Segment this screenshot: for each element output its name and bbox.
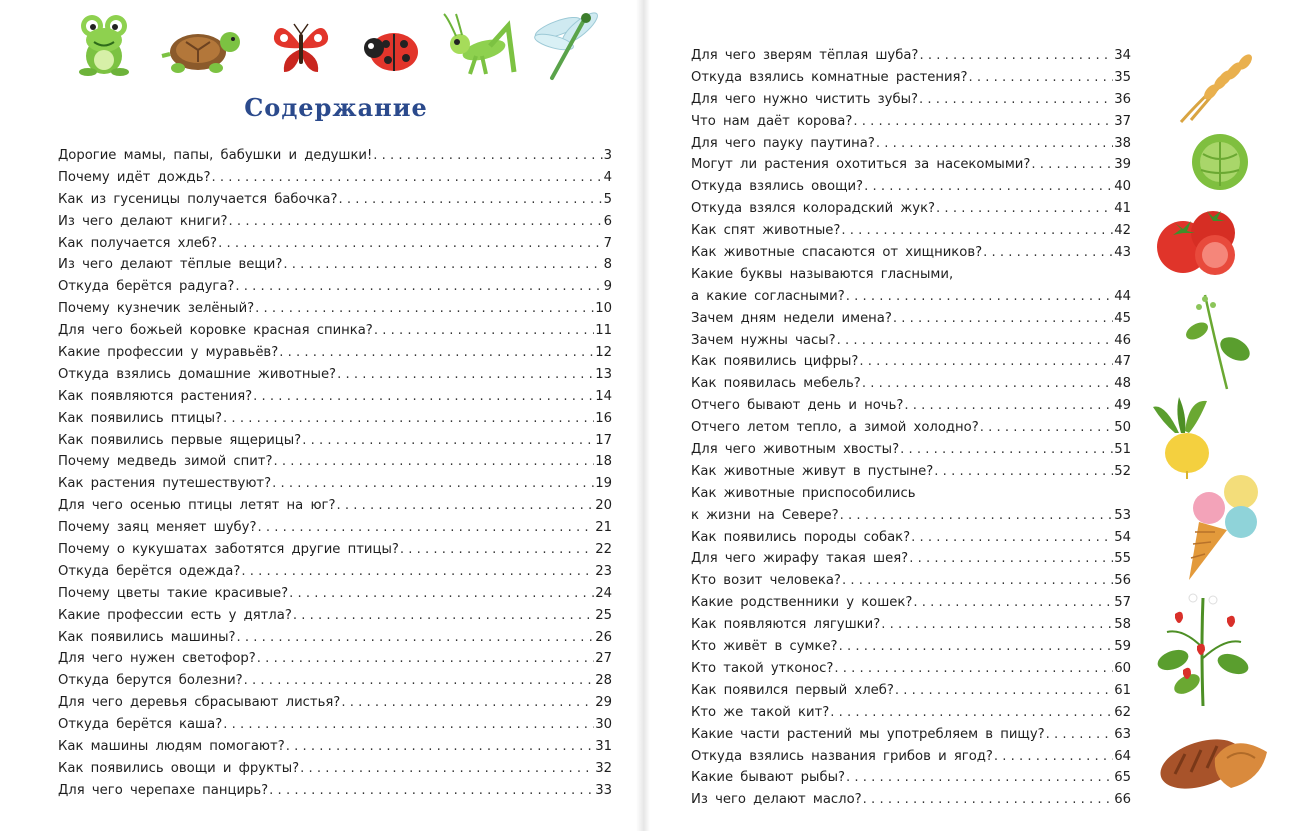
toc-dot-leader xyxy=(904,395,1113,417)
toc-entry-title: Какие профессии есть у дятла? xyxy=(58,607,292,623)
toc-entry-page-number: 14 xyxy=(595,388,612,404)
toc-dot-leader xyxy=(229,211,603,233)
toc-entry-page-number: 35 xyxy=(1114,69,1131,85)
toc-entry-page-number: 62 xyxy=(1114,704,1131,720)
toc-entry-page-number: 32 xyxy=(595,760,612,776)
toc-right-column xyxy=(691,45,1131,811)
toc-entry-title: Из чего делают тёплые вещи? xyxy=(58,257,283,273)
toc-dot-leader xyxy=(859,351,1113,373)
toc-dot-leader xyxy=(909,548,1113,570)
toc-entry xyxy=(58,211,612,233)
toc-entry-page-number: 31 xyxy=(595,739,612,755)
toc-entry-page-number: 11 xyxy=(595,323,612,339)
toc-entry-title: Откуда взялся колорадский жук? xyxy=(691,201,936,217)
toc-entry-title: Откуда берётся каша? xyxy=(58,717,223,733)
toc-entry-page-number: 37 xyxy=(1114,113,1131,129)
grasshopper-icon xyxy=(442,12,518,80)
toc-entry-title: Что нам даёт корова? xyxy=(691,113,853,129)
toc-dot-leader xyxy=(893,308,1113,330)
toc-entry-title: Для чего осенью птицы летят на юг? xyxy=(58,498,336,514)
toc-entry-page-number: 40 xyxy=(1114,179,1131,195)
frog-icon xyxy=(78,12,130,78)
toc-entry-title: Для чего жирафу такая шея? xyxy=(691,551,909,567)
toc-dot-leader xyxy=(279,342,594,364)
toc-entry xyxy=(691,133,1131,155)
toc-entry xyxy=(58,233,612,255)
bread-icon xyxy=(1155,718,1273,798)
toc-entry-page-number: 33 xyxy=(595,782,612,798)
toc-entry-page-number: 7 xyxy=(603,235,612,251)
toc-entry xyxy=(691,286,1131,308)
toc-entry-title: Почему о кукушатах заботятся другие птицы? xyxy=(58,542,399,558)
toc-entry-page-number: 23 xyxy=(595,563,612,579)
toc-dot-leader xyxy=(980,417,1114,439)
toc-entry-page-number: 47 xyxy=(1114,354,1131,370)
toc-entry-title: Как спят животные? xyxy=(691,223,841,239)
toc-entry xyxy=(58,254,612,276)
toc-entry xyxy=(58,714,612,736)
toc-entry xyxy=(691,264,1131,286)
toc-dot-leader xyxy=(911,527,1113,549)
toc-dot-leader xyxy=(934,461,1113,483)
toc-entry-page-number: 58 xyxy=(1114,617,1131,633)
toc-entry-title: Почему кузнечик зелёный? xyxy=(58,301,255,317)
toc-entry-page-number: 3 xyxy=(603,148,612,163)
toc-entry-title: Как появилась мебель? xyxy=(691,376,861,392)
toc-entry-title: Как появился первый хлеб? xyxy=(691,682,894,698)
toc-entry xyxy=(691,636,1131,658)
toc-entry-title: Какие части растений мы употребляем в пищу? xyxy=(691,726,1045,742)
toc-dot-leader xyxy=(837,330,1114,352)
toc-entry-title: Как появились машины? xyxy=(58,629,236,645)
toc-entry xyxy=(58,517,612,539)
toc-entry-title: Для чего нужен светофор? xyxy=(58,651,256,667)
toc-entry-page-number: 60 xyxy=(1114,660,1131,676)
toc-entry xyxy=(58,758,612,780)
toc-entry-title: Откуда берётся одежда? xyxy=(58,563,241,579)
toc-entry-page-number: 34 xyxy=(1114,48,1131,63)
toc-entry-page-number: 18 xyxy=(595,454,612,470)
toc-entry xyxy=(691,220,1131,242)
toc-entry-page-number: 51 xyxy=(1114,442,1131,458)
toc-dot-leader xyxy=(235,276,602,298)
toc-entry-page-number: 12 xyxy=(595,345,612,361)
toc-entry xyxy=(58,539,612,561)
toc-entry-title: Могут ли растения охотиться за насекомыми? xyxy=(691,157,1031,173)
toc-entry-page-number: 27 xyxy=(595,651,612,667)
page-title: Содержание xyxy=(244,93,428,122)
toc-dot-leader xyxy=(913,592,1113,614)
toc-entry-title: Зачем дням недели имена? xyxy=(691,310,892,326)
turnip-icon xyxy=(1145,393,1225,479)
toc-entry-title: Как животные приспособились xyxy=(691,485,916,501)
toc-dot-leader xyxy=(863,789,1114,811)
toc-entry xyxy=(691,505,1131,527)
toc-entry xyxy=(691,439,1131,461)
toc-entry-page-number: 44 xyxy=(1114,288,1131,304)
toc-dot-leader xyxy=(241,561,594,583)
toc-entry-title: Отчего бывают день и ночь? xyxy=(691,398,904,414)
toc-entry-page-number: 29 xyxy=(595,695,612,711)
strawberry-plant-icon xyxy=(1153,588,1253,708)
toc-entry xyxy=(691,483,1131,505)
toc-entry xyxy=(58,386,612,408)
toc-entry xyxy=(58,145,612,167)
toc-entry-title: Как появились породы собак? xyxy=(691,529,911,545)
toc-dot-leader xyxy=(846,767,1113,789)
toc-entry-title: Кто же такой кит? xyxy=(691,704,830,720)
toc-entry-page-number: 52 xyxy=(1114,463,1131,479)
toc-entry xyxy=(691,395,1131,417)
toc-entry-page-number: 39 xyxy=(1114,157,1131,173)
toc-entry xyxy=(691,198,1131,220)
toc-entry-page-number: 20 xyxy=(595,498,612,514)
toc-dot-leader xyxy=(302,430,594,452)
toc-entry-title: к жизни на Севере? xyxy=(691,507,839,523)
toc-dot-leader xyxy=(830,702,1113,724)
toc-dot-leader xyxy=(900,439,1113,461)
toc-entry-page-number: 36 xyxy=(1114,91,1131,107)
ice-cream-icon xyxy=(1185,472,1269,584)
toc-entry-title: Почему заяц меняет шубу? xyxy=(58,520,257,536)
toc-dot-leader xyxy=(876,133,1113,155)
toc-dot-leader xyxy=(211,167,602,189)
turtle-icon xyxy=(158,20,242,76)
top-icon-strip xyxy=(70,8,610,88)
toc-entry xyxy=(58,627,612,649)
toc-dot-leader xyxy=(841,220,1113,242)
toc-entry-page-number: 41 xyxy=(1114,201,1131,217)
toc-entry-page-number: 17 xyxy=(595,432,612,448)
toc-entry xyxy=(58,561,612,583)
toc-dot-leader xyxy=(400,539,594,561)
toc-entry xyxy=(58,473,612,495)
toc-entry-title: Как появились цифры? xyxy=(691,354,859,370)
toc-entry-page-number: 55 xyxy=(1114,551,1131,567)
herb-icon xyxy=(1175,291,1255,391)
toc-entry xyxy=(58,276,612,298)
toc-entry xyxy=(691,767,1131,789)
toc-dot-leader xyxy=(244,670,595,692)
toc-entry xyxy=(691,548,1131,570)
toc-dot-leader xyxy=(272,473,594,495)
toc-dot-leader xyxy=(338,189,602,211)
toc-entry-title: Для чего деревья сбрасывают листья? xyxy=(58,695,341,711)
toc-dot-leader xyxy=(840,505,1114,527)
toc-entry-page-number: 43 xyxy=(1114,245,1131,261)
toc-entry-page-number: 48 xyxy=(1114,376,1131,392)
toc-dot-leader xyxy=(257,517,594,539)
toc-entry xyxy=(58,605,612,627)
toc-entry-page-number: 19 xyxy=(595,476,612,492)
toc-entry-page-number: 24 xyxy=(595,585,612,601)
toc-dot-leader xyxy=(341,692,594,714)
toc-dot-leader xyxy=(983,242,1113,264)
toc-dot-leader xyxy=(994,746,1113,768)
toc-entry-title: Как получается хлеб? xyxy=(58,235,218,251)
toc-entry-title: Почему цветы такие красивые? xyxy=(58,585,289,601)
toc-entry-title: Почему медведь зимой спит? xyxy=(58,454,273,470)
toc-entry-title: Отчего летом тепло, а зимой холодно? xyxy=(691,420,979,436)
tomato-icon xyxy=(1153,203,1243,279)
toc-entry-page-number: 21 xyxy=(595,520,612,536)
toc-dot-leader xyxy=(255,298,594,320)
toc-entry-title: Для чего животным хвосты? xyxy=(691,442,900,458)
toc-entry-page-number: 8 xyxy=(603,257,612,273)
toc-entry-page-number: 9 xyxy=(603,279,612,295)
toc-entry-title: Откуда взялись названия грибов и ягод? xyxy=(691,748,993,764)
toc-entry-page-number: 26 xyxy=(595,629,612,645)
toc-entry-title: Из чего делают масло? xyxy=(691,792,862,808)
toc-entry-title: Как машины людям помогают? xyxy=(58,739,285,755)
toc-entry-title: Дорогие мамы, папы, бабушки и дедушки! xyxy=(58,148,373,163)
toc-entry-page-number: 30 xyxy=(595,717,612,733)
toc-dot-leader xyxy=(273,451,594,473)
toc-dot-leader xyxy=(253,386,594,408)
toc-dot-leader xyxy=(919,89,1113,111)
toc-entry-page-number: 54 xyxy=(1114,529,1131,545)
toc-entry-title: Откуда берутся болезни? xyxy=(58,673,243,689)
toc-dot-leader xyxy=(862,373,1113,395)
toc-entry xyxy=(691,746,1131,768)
toc-entry xyxy=(691,570,1131,592)
toc-entry-page-number: 45 xyxy=(1114,310,1131,326)
toc-dot-leader xyxy=(289,583,594,605)
toc-entry-page-number: 56 xyxy=(1114,573,1131,589)
toc-dot-leader xyxy=(864,176,1113,198)
toc-entry xyxy=(691,592,1131,614)
toc-entry-page-number: 63 xyxy=(1114,726,1131,742)
toc-entry xyxy=(58,670,612,692)
toc-entry xyxy=(58,320,612,342)
toc-entry-page-number: 46 xyxy=(1114,332,1131,348)
toc-entry xyxy=(691,461,1131,483)
toc-left-column xyxy=(58,145,612,802)
toc-entry xyxy=(58,298,612,320)
toc-entry-title: Зачем нужны часы? xyxy=(691,332,836,348)
toc-entry-page-number: 5 xyxy=(603,191,612,207)
toc-dot-leader xyxy=(293,605,594,627)
toc-entry-title: Как появились овощи и фрукты? xyxy=(58,760,300,776)
toc-entry-title: Почему идёт дождь? xyxy=(58,169,211,185)
toc-entry-page-number: 13 xyxy=(595,366,612,382)
toc-entry xyxy=(58,408,612,430)
toc-dot-leader xyxy=(300,758,594,780)
toc-entry-page-number: 65 xyxy=(1114,770,1131,786)
toc-entry-page-number: 59 xyxy=(1114,639,1131,655)
toc-entry-page-number: 28 xyxy=(595,673,612,689)
toc-entry xyxy=(58,648,612,670)
toc-entry-title: Кто живёт в сумке? xyxy=(691,639,838,655)
toc-dot-leader xyxy=(936,198,1113,220)
toc-entry xyxy=(58,167,612,189)
toc-dot-leader xyxy=(283,254,602,276)
toc-dot-leader xyxy=(286,736,595,758)
toc-entry xyxy=(691,373,1131,395)
toc-entry-title: Как появились первые ящерицы? xyxy=(58,432,302,448)
toc-dot-leader xyxy=(374,320,594,342)
cabbage-icon xyxy=(1189,130,1251,192)
toc-dot-leader xyxy=(223,408,594,430)
toc-dot-leader xyxy=(839,636,1114,658)
toc-entry-title: Для чего черепахе панцирь? xyxy=(58,782,269,798)
toc-entry-page-number: 25 xyxy=(595,607,612,623)
toc-entry xyxy=(58,583,612,605)
toc-dot-leader xyxy=(336,495,594,517)
toc-dot-leader xyxy=(846,286,1113,308)
toc-entry-title: Для чего божьей коровке красная спинка? xyxy=(58,323,373,339)
toc-entry xyxy=(691,614,1131,636)
toc-entry-title: Для чего пауку паутина? xyxy=(691,135,875,151)
toc-entry-title: Какие бывают рыбы? xyxy=(691,770,845,786)
toc-dot-leader xyxy=(919,45,1113,67)
toc-entry-title: Какие родственники у кошек? xyxy=(691,595,913,611)
toc-entry-title: Откуда взялись комнатные растения? xyxy=(691,69,968,85)
toc-entry-title: Откуда взялись домашние животные? xyxy=(58,366,337,382)
toc-entry-page-number: 22 xyxy=(595,542,612,558)
toc-entry-page-number: 6 xyxy=(603,213,612,229)
toc-entry xyxy=(691,45,1131,67)
toc-entry-title: Откуда берётся радуга? xyxy=(58,279,235,295)
toc-entry-title: Как животные спасаются от хищников? xyxy=(691,245,983,261)
toc-entry-title: Из чего делают книги? xyxy=(58,213,228,229)
toc-entry-title: Как появляются растения? xyxy=(58,388,253,404)
toc-entry-title: Кто возит человека? xyxy=(691,573,841,589)
toc-entry xyxy=(691,789,1131,811)
toc-entry xyxy=(691,89,1131,111)
toc-entry xyxy=(58,736,612,758)
toc-dot-leader xyxy=(1046,724,1114,746)
toc-entry-page-number: 4 xyxy=(603,169,612,185)
toc-entry xyxy=(58,342,612,364)
toc-entry xyxy=(691,527,1131,549)
toc-entry-title: а какие согласными? xyxy=(691,288,845,304)
side-icon-strip xyxy=(1145,48,1270,818)
toc-entry-title: Как из гусеницы получается бабочка? xyxy=(58,191,338,207)
toc-entry-title: Как животные живут в пустыне? xyxy=(691,463,934,479)
toc-entry xyxy=(691,176,1131,198)
toc-entry-page-number: 57 xyxy=(1114,595,1131,611)
toc-entry xyxy=(691,154,1131,176)
wheat-icon xyxy=(1171,48,1263,124)
toc-dot-leader xyxy=(223,714,594,736)
toc-entry-page-number: 16 xyxy=(595,410,612,426)
toc-entry xyxy=(58,364,612,386)
toc-entry xyxy=(691,308,1131,330)
toc-entry-title: Кто такой утконос? xyxy=(691,660,834,676)
toc-dot-leader xyxy=(269,780,594,802)
toc-entry-page-number: 49 xyxy=(1114,398,1131,414)
toc-entry-page-number: 61 xyxy=(1114,682,1131,698)
toc-entry xyxy=(58,451,612,473)
toc-dot-leader xyxy=(337,364,594,386)
toc-entry-page-number: 66 xyxy=(1114,792,1131,808)
toc-entry xyxy=(691,351,1131,373)
ladybug-icon xyxy=(362,22,422,74)
toc-entry-title: Откуда взялись овощи? xyxy=(691,179,864,195)
toc-entry-title: Как появились птицы? xyxy=(58,410,223,426)
toc-dot-leader xyxy=(881,614,1113,636)
toc-dot-leader xyxy=(895,680,1113,702)
toc-entry-title: Для чего зверям тёплая шуба? xyxy=(691,48,919,63)
toc-entry xyxy=(58,495,612,517)
dragonfly-icon xyxy=(532,10,604,84)
toc-entry xyxy=(691,330,1131,352)
toc-entry-page-number: 42 xyxy=(1114,223,1131,239)
toc-entry-page-number: 10 xyxy=(595,301,612,317)
toc-entry-title: Какие буквы называются гласными, xyxy=(691,266,954,282)
toc-entry xyxy=(58,692,612,714)
toc-entry xyxy=(58,430,612,452)
butterfly-icon xyxy=(270,16,332,78)
toc-entry xyxy=(691,242,1131,264)
toc-entry-page-number: 38 xyxy=(1114,135,1131,151)
toc-entry-page-number: 53 xyxy=(1114,507,1131,523)
toc-entry xyxy=(58,780,612,802)
toc-dot-leader xyxy=(834,658,1113,680)
toc-entry-title: Какие профессии у муравьёв? xyxy=(58,345,279,361)
toc-dot-leader xyxy=(969,67,1114,89)
toc-entry xyxy=(691,417,1131,439)
toc-entry-title: Как появляются лягушки? xyxy=(691,617,881,633)
toc-entry xyxy=(691,658,1131,680)
toc-dot-leader xyxy=(842,570,1113,592)
toc-entry xyxy=(691,724,1131,746)
toc-dot-leader xyxy=(236,627,594,649)
toc-entry-title: Для чего нужно чистить зубы? xyxy=(691,91,919,107)
toc-dot-leader xyxy=(257,648,594,670)
toc-dot-leader xyxy=(853,111,1113,133)
toc-entry-title: Как растения путешествуют? xyxy=(58,476,272,492)
toc-entry xyxy=(691,702,1131,724)
toc-entry xyxy=(691,67,1131,89)
toc-dot-leader xyxy=(373,145,602,167)
toc-entry xyxy=(58,189,612,211)
toc-dot-leader xyxy=(218,233,603,255)
toc-entry-page-number: 64 xyxy=(1114,748,1131,764)
toc-entry xyxy=(691,680,1131,702)
toc-entry-page-number: 50 xyxy=(1114,420,1131,436)
toc-dot-leader xyxy=(1031,154,1113,176)
toc-entry xyxy=(691,111,1131,133)
